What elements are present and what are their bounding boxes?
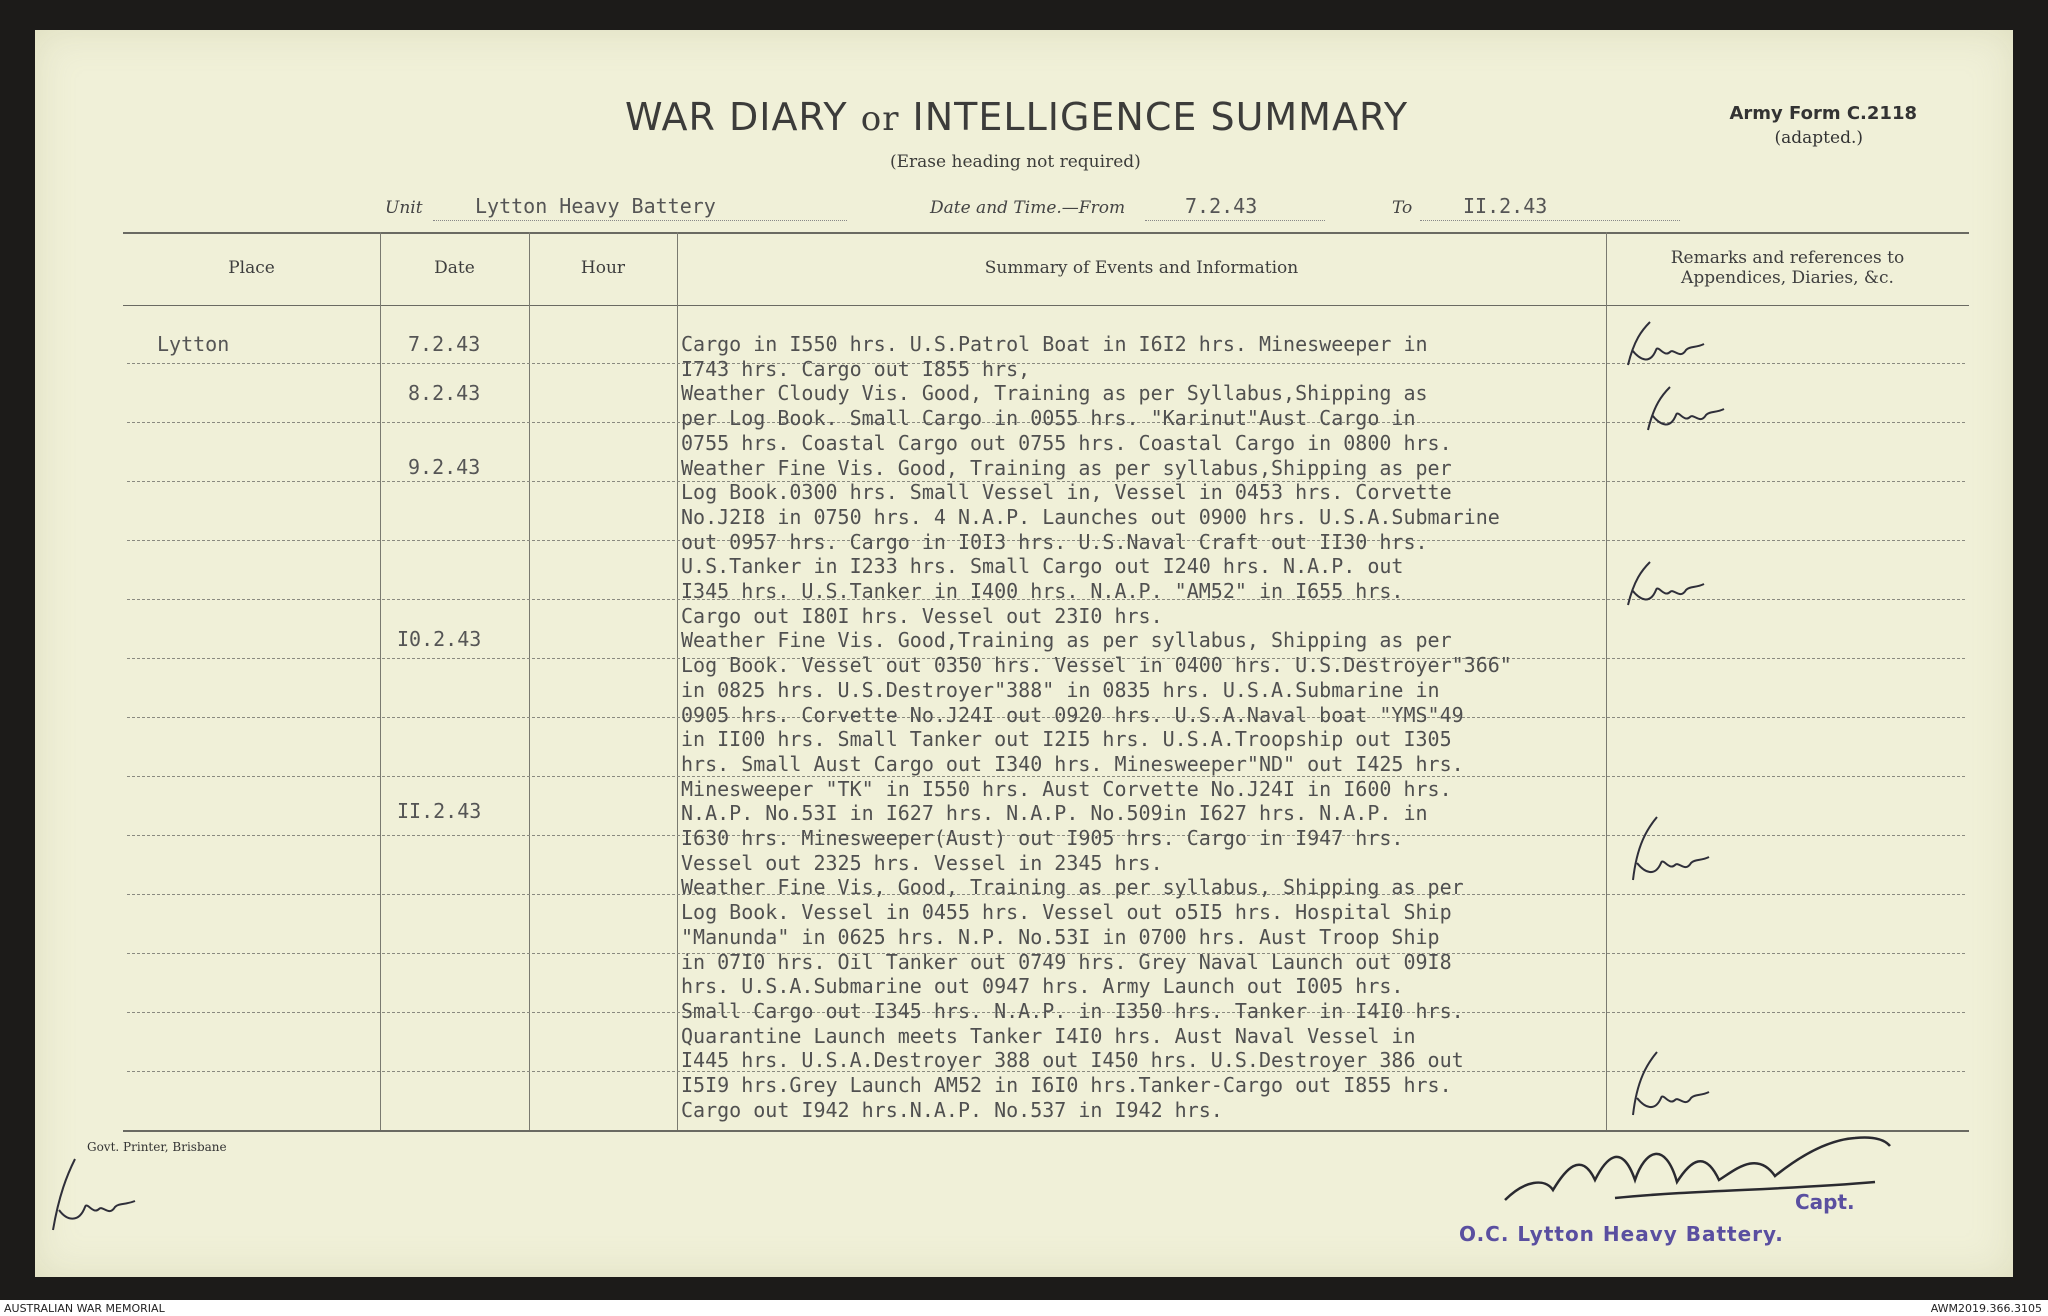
initials-mark-4	[1625, 815, 1715, 895]
col-divider-place	[380, 232, 381, 1130]
printer-credit: Govt. Printer, Brisbane	[87, 1140, 227, 1154]
summary-line: I5I9 hrs.Grey Launch AM52 in I6I0 hrs.Tanker-Cargo out I855 hrs.	[681, 1073, 1452, 1097]
unit-label: Unit	[385, 198, 423, 218]
summary-line: Weather Fine Vis, Good, Training as per syllabus, Shipping as per	[681, 875, 1464, 900]
summary-line: 0755 hrs. Coastal Cargo out 0755 hrs. Coastal Cargo in 0800 hrs.	[681, 430, 1452, 455]
summary-line: Cargo out I80I hrs. Vessel out 23I0 hrs.	[681, 603, 1163, 628]
summary-line: out 0957 hrs. Cargo in I0I3 hrs. U.S.Naval Craft out II30 hrs.	[681, 529, 1428, 554]
col-header-date: Date	[434, 258, 475, 278]
unit-underline	[433, 220, 847, 221]
summary-line: I743 hrs. Cargo out I855 hrs,	[681, 356, 1031, 381]
summary-line: Cargo in I550 hrs. U.S.Patrol Boat in I6I2 hrs. Minesweeper in	[681, 332, 1428, 356]
subtitle: (Erase heading not required)	[890, 152, 1141, 172]
date-to-label: To	[1392, 198, 1413, 218]
date-entry-3: 9.2.43	[408, 455, 481, 479]
date-to-value: II.2.43	[1463, 194, 1548, 218]
summary-line: N.A.P. No.53I in I627 hrs. N.A.P. No.509in I627 hrs. N.A.P. in	[681, 801, 1428, 826]
summary-line: U.S.Tanker in I233 hrs. Small Cargo out I240 hrs. N.A.P. out	[681, 554, 1404, 579]
summary-line: I345 hrs. U.S.Tanker in I400 hrs. N.A.P. "AM52" in I655 hrs.	[681, 579, 1404, 603]
summary-line: Cargo out I942 hrs.N.A.P. No.537 in I942 hrs.	[681, 1097, 1223, 1122]
unit-value: Lytton Heavy Battery	[475, 194, 716, 218]
summary-line: I630 hrs. Minesweeper(Aust) out I905 hrs. Cargo in I947 hrs.	[681, 826, 1404, 850]
summary-line: Quarantine Launch meets Tanker I4I0 hrs. Aust Naval Vessel in	[681, 1023, 1416, 1048]
summary-line: hrs. U.S.A.Submarine out 0947 hrs. Army Launch out I005 hrs.	[681, 974, 1404, 999]
summary-line: Log Book. Vessel out 0350 hrs. Vessel in 0400 hrs. U.S.Destroyer"366"	[681, 653, 1512, 678]
summary-line: hrs. Small Aust Cargo out I340 hrs. Minesweeper"ND" out I425 hrs.	[681, 751, 1464, 776]
summary-line: in 07I0 hrs. Oil Tanker out 0749 hrs. Grey Naval Launch out 09I8	[681, 949, 1452, 974]
summary-line: in II00 hrs. Small Tanker out I2I5 hrs. U.S.A.Troopship out I305	[681, 727, 1452, 752]
initials-mark-2	[1640, 385, 1730, 445]
summary-line: Weather Cloudy Vis. Good, Training as per Syllabus,Shipping as	[681, 381, 1428, 406]
page-title	[625, 95, 1408, 139]
from-underline	[1145, 220, 1325, 221]
diary-sheet	[35, 30, 2013, 1277]
army-form-label: Army Form C.2118	[1729, 103, 1917, 124]
table-top-border	[123, 232, 1969, 234]
archive-credit: AUSTRALIAN WAR MEMORIAL	[4, 1302, 165, 1315]
header-bottom-border	[123, 305, 1969, 306]
col-header-hour: Hour	[580, 258, 626, 278]
initials-mark-5	[1625, 1050, 1715, 1130]
date-entry-5: II.2.43	[397, 799, 482, 823]
adapted-label: (adapted.)	[1774, 128, 1863, 148]
date-from-label: Date and Time.—From	[930, 198, 1126, 218]
initials-mark-3	[1620, 560, 1710, 620]
title-part-intelligence: INTELLIGENCE SUMMARY	[912, 95, 1409, 139]
archive-reference: AWM2019.366.3105	[1930, 1302, 2042, 1315]
summary-line: Weather Fine Vis. Good, Training as per syllabus,Shipping as per	[681, 455, 1452, 480]
col-header-place: Place	[228, 258, 275, 278]
summary-line: Vessel out 2325 hrs. Vessel in 2345 hrs.	[681, 850, 1163, 875]
remarks-header-line-1: Remarks and references to	[1670, 248, 1905, 268]
rank-capt: Capt.	[1795, 1190, 1855, 1214]
summary-line: 0905 hrs. Corvette No.J24I out 0920 hrs. U.S.A.Naval boat "YMS"49	[681, 702, 1464, 727]
date-entry-1: 7.2.43	[408, 332, 481, 356]
col-divider-hour	[677, 232, 678, 1130]
date-entry-2: 8.2.43	[408, 381, 481, 405]
summary-line: Log Book.0300 hrs. Small Vessel in, Vessel in 0453 hrs. Corvette	[681, 480, 1452, 505]
summary-line: per Log Book. Small Cargo in 0055 hrs. "Karinut"Aust Cargo in	[681, 406, 1416, 431]
date-from-value: 7.2.43	[1185, 194, 1258, 218]
summary-line: Minesweeper "TK" in I550 hrs. Aust Corvette No.J24I in I600 hrs.	[681, 776, 1452, 801]
place-value: Lytton	[157, 332, 230, 356]
summary-line: in 0825 hrs. U.S.Destroyer"388" in 0835 hrs. U.S.A.Submarine in	[681, 677, 1440, 702]
unit-stamp: O.C. Lytton Heavy Battery.	[1459, 1222, 1784, 1246]
title-or: or	[860, 99, 900, 139]
to-underline	[1420, 220, 1680, 221]
summary-line: Small Cargo out I345 hrs. N.A.P. in I350 hrs. Tanker in I4I0 hrs.	[681, 998, 1464, 1023]
date-entry-4: I0.2.43	[397, 627, 482, 651]
col-header-remarks	[1606, 248, 1969, 288]
summary-line: Log Book. Vessel in 0455 hrs. Vessel out o5I5 hrs. Hospital Ship	[681, 900, 1452, 925]
title-part-war-diary: WAR DIARY	[625, 95, 848, 139]
summary-line: I445 hrs. U.S.A.Destroyer 388 out I450 hrs. U.S.Destroyer 386 out	[681, 1048, 1464, 1073]
col-divider-date	[529, 232, 530, 1130]
initials-mark-bottom-left	[45, 1155, 145, 1235]
col-header-summary: Summary of Events and Information	[984, 258, 1299, 278]
summary-line: Weather Fine Vis. Good,Training as per syllabus, Shipping as per	[681, 628, 1452, 653]
summary-line: No.J2I8 in 0750 hrs. 4 N.A.P. Launches out 0900 hrs. U.S.A.Submarine	[681, 504, 1500, 529]
initials-mark-1	[1620, 320, 1710, 380]
remarks-header-line-2: Appendices, Diaries, &c.	[1681, 268, 1894, 288]
summary-line: "Manunda" in 0625 hrs. N.P. No.53I in 0700 hrs. Aust Troop Ship	[681, 924, 1440, 949]
col-divider-summary	[1606, 232, 1607, 1130]
